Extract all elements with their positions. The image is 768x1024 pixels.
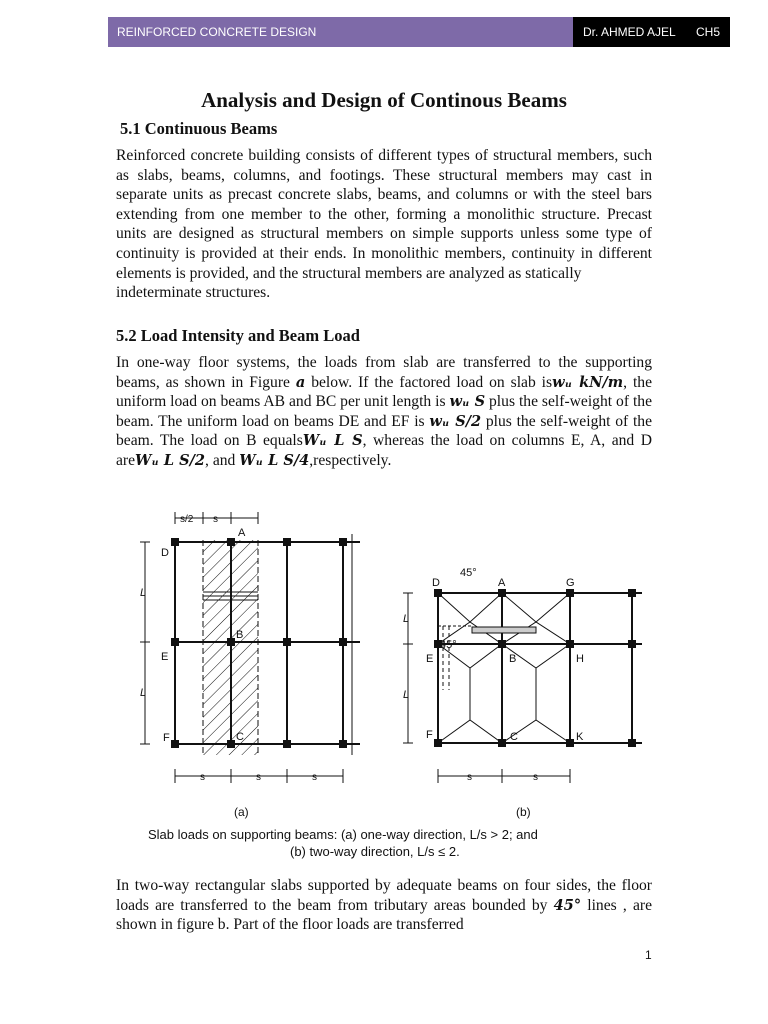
- figure-a-ref: a: [295, 373, 306, 391]
- chapter-label: CH5: [695, 25, 720, 39]
- course-title: REINFORCED CONCRETE DESIGN: [108, 17, 573, 47]
- svg-text:F: F: [163, 732, 170, 744]
- svg-text:45°: 45°: [440, 639, 457, 651]
- svg-text:G: G: [566, 577, 575, 589]
- section-5-1-heading: 5.1 Continuous Beams: [120, 119, 278, 138]
- svg-text:D: D: [432, 577, 440, 589]
- figure-b-label: (b): [516, 805, 531, 819]
- figure-b: [403, 567, 642, 819]
- svg-text:D: D: [161, 547, 169, 559]
- page-title: Analysis and Design of Continous Beams: [201, 88, 567, 112]
- section-5-2-body: In one-way floor systems, the loads from slab are transferred to the supporting beams, as shown in Figure a below. If the factored load on slab iswᵤ kN/m, the uniform load on beams AB and BC per unit length is wᵤ S plus the self-weight of the beam. The uniform load on beams DE and EF is wᵤ S/2 plus the self-weight of the beam. The load on B equalsWᵤ L S, whereas the load on columns E, A, and D areWᵤ L S/2, and Wᵤ L S/4,respectively.: [116, 354, 652, 469]
- section-5-1-body: [116, 146, 652, 303]
- svg-text:B: B: [236, 629, 244, 641]
- figure-a: [140, 512, 360, 819]
- section-5-1-text: Reinforced concrete building consists of different types of structural members, such as slabs, beams, columns, and footings. These structural members may cast in separate units as precast concrete slabs, beams, and columns or with the steel bars extending from one member to the other, forming a monolithic structure. Precast units are designed as structural members on simple supports unless some type of continuity is provided at their ends. In monolithic members, continuity in different elements is provided, and the structural members are analyzed as statically: [116, 147, 652, 282]
- svg-text:L: L: [403, 689, 410, 701]
- svg-text:s: s: [200, 772, 205, 783]
- svg-text:s: s: [533, 772, 538, 783]
- svg-text:C: C: [510, 731, 518, 743]
- svg-text:s: s: [213, 514, 218, 525]
- figure-a-label: (a): [234, 805, 249, 819]
- angle-45: 45°: [553, 896, 582, 914]
- svg-text:L: L: [140, 587, 147, 599]
- svg-text:s: s: [256, 772, 261, 783]
- author-chapter-box: [573, 17, 730, 47]
- svg-text:H: H: [576, 653, 584, 665]
- svg-text:E: E: [161, 651, 169, 663]
- section-5-1-text-last: indeterminate structures.: [116, 284, 271, 302]
- svg-text:s: s: [467, 772, 472, 783]
- svg-text:L: L: [140, 687, 147, 699]
- svg-text:A: A: [238, 527, 246, 539]
- svg-text:45°: 45°: [460, 567, 477, 579]
- page-number: 1: [645, 948, 652, 962]
- svg-text:C: C: [236, 731, 244, 743]
- svg-text:K: K: [576, 731, 584, 743]
- author-name: Dr. AHMED AJEL: [583, 25, 676, 39]
- slab-loads-figure: [130, 510, 650, 865]
- math-wu-s: wᵤ S: [449, 393, 486, 411]
- svg-text:s: s: [312, 772, 317, 783]
- closing-paragraph: In two-way rectangular slabs supported by adequate beams on four sides, the floor loads are transferred to the beam from tributary areas bounded by 45° lines , are shown in figure b. Part of the floor loads are transferred: [116, 877, 652, 934]
- svg-text:s/2: s/2: [180, 514, 194, 525]
- math-wu-l-s-4: Wᵤ L S/4: [239, 451, 310, 469]
- svg-text:B: B: [509, 653, 517, 665]
- figure-caption: [148, 826, 538, 860]
- svg-text:F: F: [426, 729, 433, 741]
- svg-text:L: L: [403, 613, 410, 625]
- caption-line-1: Slab loads on supporting beams: (a) one-way direction, L/s > 2; and: [148, 827, 538, 842]
- math-wu-kn-m: wᵤ kN/m: [552, 373, 624, 391]
- math-wu-s-2: wᵤ S/2: [429, 412, 482, 430]
- svg-text:E: E: [426, 653, 434, 665]
- caption-line-2: (b) two-way direction, L/s ≤ 2.: [290, 844, 460, 859]
- section-5-2-heading: 5.2 Load Intensity and Beam Load: [116, 326, 360, 345]
- page-header: [108, 17, 730, 47]
- math-wu-l-s-2: Wᵤ L S/2: [135, 451, 206, 469]
- svg-text:A: A: [498, 577, 506, 589]
- math-wu-l-s: Wᵤ L S: [302, 432, 363, 450]
